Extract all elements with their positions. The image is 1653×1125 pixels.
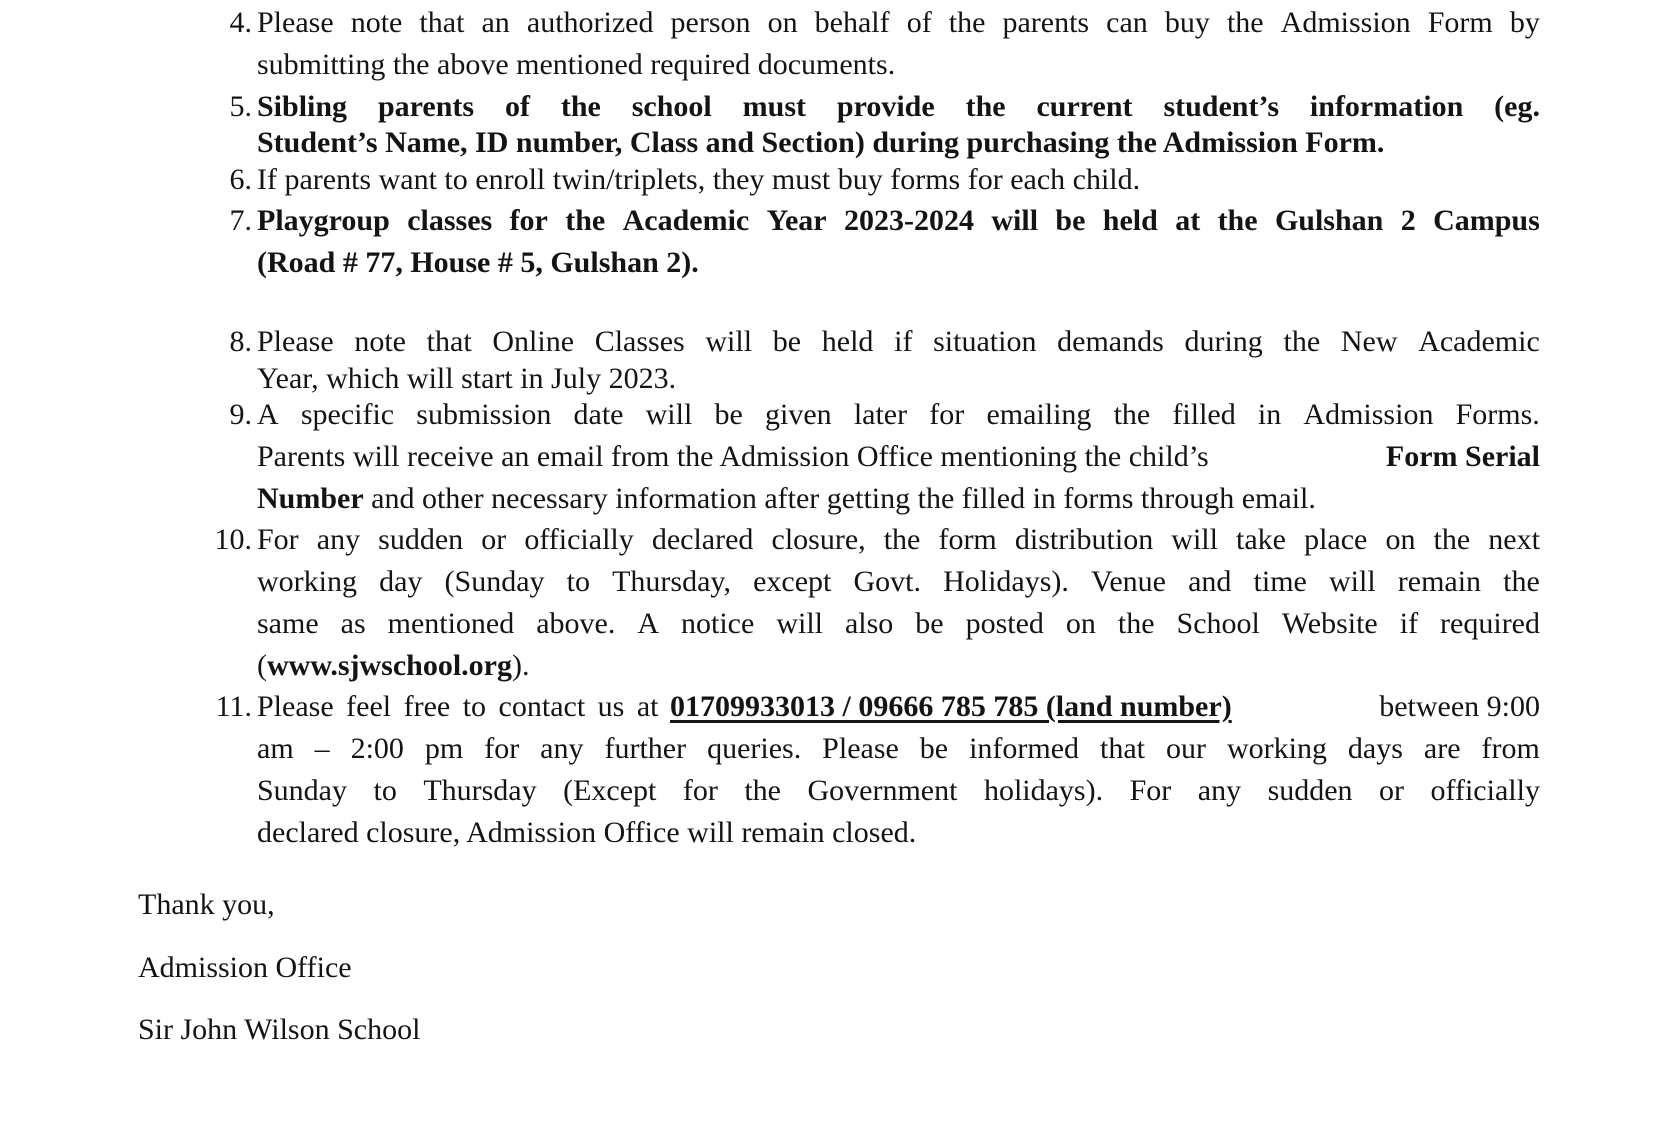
item-line [257, 690, 1540, 724]
word: be [919, 732, 949, 765]
word: be [915, 607, 944, 640]
word: be [1055, 204, 1086, 237]
item-line [257, 398, 1540, 432]
word: also [844, 607, 894, 640]
word: mentioned [387, 607, 515, 640]
word: Campus [1433, 204, 1540, 237]
word: Playgroup [257, 204, 390, 237]
item-number: 7. [229, 204, 252, 237]
word: 2:00 [350, 732, 404, 765]
word: as [340, 607, 366, 640]
word: except [753, 565, 832, 598]
word: A [257, 398, 279, 431]
word: for [509, 204, 548, 237]
word: the [1283, 325, 1321, 358]
word: remain [1397, 565, 1482, 598]
word: the [560, 90, 601, 123]
item-line [257, 204, 1540, 238]
word: time [1253, 565, 1307, 598]
word: For [257, 523, 299, 556]
word: any [316, 523, 361, 556]
word: am [257, 732, 294, 765]
word: posted [965, 607, 1044, 640]
word: classes [407, 204, 493, 237]
word: on [767, 6, 798, 39]
word: must [742, 90, 806, 123]
item-line-segment: and other necessary information after getting the filled in forms through email. [371, 482, 1316, 515]
contact-phone-numbers[interactable]: 01709933013 / 09666 785 785 (land number) [669, 690, 1232, 723]
word: note [350, 6, 403, 39]
word: be [714, 398, 743, 431]
word: sudden [1267, 774, 1353, 807]
word: Thursday, [612, 565, 731, 598]
word: filled [1172, 398, 1236, 431]
word: 2 [1400, 204, 1416, 237]
word: – [314, 732, 330, 765]
item-number: 6. [229, 163, 252, 196]
word: Venue [1091, 565, 1166, 598]
word: the [565, 204, 606, 237]
word: Forms. [1455, 398, 1540, 431]
item-line [257, 325, 1540, 359]
word: the [1226, 6, 1264, 39]
word: school [631, 90, 712, 123]
item-line [257, 6, 1540, 40]
word: will [991, 204, 1039, 237]
word: in [1257, 398, 1282, 431]
word: demands [1057, 325, 1164, 358]
word: on [1065, 607, 1096, 640]
word: authorized [526, 6, 654, 39]
word: can [1106, 6, 1148, 39]
word: for [484, 732, 520, 765]
word: A [637, 607, 660, 640]
word: on [1385, 523, 1416, 556]
word: behalf [814, 6, 890, 39]
word: Sibling [257, 90, 348, 123]
number-emphasis: Number [257, 482, 364, 515]
word: (Except [563, 774, 657, 807]
word: officially [524, 523, 634, 556]
word: and [1188, 565, 1232, 598]
word: holidays). [983, 774, 1104, 807]
word: to [373, 774, 397, 807]
item-number: 10. [214, 523, 252, 556]
item-line [257, 649, 530, 683]
word: the [1433, 523, 1471, 556]
item-line [257, 774, 1540, 808]
word: the [1217, 204, 1258, 237]
word: will [705, 325, 753, 358]
word: same [257, 607, 319, 640]
word: distribution [1014, 523, 1154, 556]
item-line [257, 607, 1540, 641]
word: will [776, 607, 823, 640]
word: that [1100, 732, 1146, 765]
closing-school-name: Sir John Wilson School [138, 1013, 421, 1046]
word: place [1304, 523, 1368, 556]
word: Please [257, 325, 334, 358]
word: of [504, 90, 530, 123]
word: by [1509, 6, 1540, 39]
word: emailing [986, 398, 1092, 431]
closing-thanks: Thank you, [138, 888, 275, 921]
word: current [1036, 90, 1133, 123]
word: 2023-2024 [843, 204, 974, 237]
form-serial-emphasis: Form Serial [1385, 440, 1540, 473]
word: that [419, 6, 465, 39]
word: if [1399, 607, 1419, 640]
item-line: Year, which will start in July 2023. [257, 362, 677, 395]
word: Sunday [257, 774, 347, 807]
word: Form [1427, 6, 1493, 39]
word: note [354, 325, 406, 358]
word: will [645, 398, 693, 431]
word: day [379, 565, 423, 598]
word: Govt. [853, 565, 921, 598]
word: situation [933, 325, 1037, 358]
word: closure, [771, 523, 866, 556]
item-line [257, 523, 1540, 557]
word: submission [416, 398, 552, 431]
word: working [1226, 732, 1327, 765]
word: For [1129, 774, 1172, 807]
word: later [853, 398, 908, 431]
word: date [573, 398, 624, 431]
word: for [929, 398, 965, 431]
word: informed [969, 732, 1080, 765]
school-website-link[interactable]: www.sjwschool.org [267, 649, 512, 682]
word: the [883, 523, 921, 556]
word: Academic [622, 204, 750, 237]
word: any [540, 732, 584, 765]
item-line: Student’s Name, ID number, Class and Section) during purchasing the Admission Form. [257, 126, 1385, 159]
word: buy [1164, 6, 1210, 39]
word: the [1113, 398, 1151, 431]
word: the [948, 6, 986, 39]
word: any [1197, 774, 1242, 807]
item-number: 8. [229, 325, 252, 358]
word: queries. [707, 732, 802, 765]
word: if [894, 325, 913, 358]
item-line: declared closure, Admission Office will remain closed. [257, 816, 917, 849]
item-line [257, 565, 1540, 599]
word: Government [807, 774, 958, 807]
word: Academic [1418, 325, 1540, 358]
word: Gulshan [1274, 204, 1384, 237]
word: during [1184, 325, 1263, 358]
word: parents [1002, 6, 1090, 39]
word: be [772, 325, 802, 358]
word: person [670, 6, 751, 39]
word: that [426, 325, 472, 358]
word: at [1175, 204, 1201, 237]
item-number: 4. [229, 6, 252, 39]
item-number: 5. [229, 90, 252, 123]
word: of [906, 6, 932, 39]
word: further [604, 732, 687, 765]
paren-close: ). [512, 649, 530, 682]
word: declared [651, 523, 754, 556]
word: or [1379, 774, 1405, 807]
word: are [1423, 732, 1461, 765]
item-number: 11. [215, 690, 252, 723]
word: Holidays). [943, 565, 1069, 598]
item-line-segment: Parents will receive an email from the Admission Office mentioning the child’s [257, 440, 1209, 473]
item-line: If parents want to enroll twin/triplets, they must buy forms for each child. [257, 163, 1141, 196]
word: specific [300, 398, 395, 431]
word: Website [1281, 607, 1378, 640]
word: parents [377, 90, 475, 123]
word: the [965, 90, 1006, 123]
word: School [1176, 607, 1260, 640]
word: our [1165, 732, 1206, 765]
word: from [1481, 732, 1540, 765]
word: Classes [594, 325, 685, 358]
word: officially [1430, 774, 1540, 807]
word: to [566, 565, 590, 598]
word: Please [257, 6, 334, 39]
word: the [1503, 565, 1540, 598]
word: or [481, 523, 507, 556]
word: held [1102, 204, 1158, 237]
item-line [257, 90, 1540, 124]
word: (Sunday [444, 565, 545, 598]
word: New [1340, 325, 1398, 358]
paren-open: ( [257, 649, 267, 682]
word: provide [836, 90, 935, 123]
word: next [1488, 523, 1540, 556]
word: working [257, 565, 357, 598]
item-line [257, 732, 1540, 766]
word: the [744, 774, 781, 807]
word: held [821, 325, 874, 358]
word: Online [492, 325, 575, 358]
word: required [1440, 607, 1540, 640]
word: notice [681, 607, 755, 640]
closing-office: Admission Office [138, 951, 352, 984]
word: Year [766, 204, 827, 237]
item-line [257, 440, 1540, 474]
word: Admission [1303, 398, 1434, 431]
item-line: (Road # 77, House # 5, Gulshan 2). [257, 246, 699, 279]
word: student’s [1163, 90, 1280, 123]
word: pm [424, 732, 464, 765]
word: the [1117, 607, 1155, 640]
word: will [1328, 565, 1376, 598]
item-number: 9. [229, 398, 252, 431]
word: sudden [378, 523, 464, 556]
word: Thursday [423, 774, 537, 807]
word: take [1236, 523, 1286, 556]
word: an [481, 6, 510, 39]
word: information [1309, 90, 1464, 123]
item-line: submitting the above mentioned required documents. [257, 48, 896, 81]
word: for [682, 774, 718, 807]
item-line-segment: between 9:00 [1379, 690, 1540, 723]
word: given [764, 398, 832, 431]
word: Admission [1280, 6, 1411, 39]
word: Please [822, 732, 899, 765]
item-line-segment: Please feel free to contact us at [257, 690, 659, 723]
word: (eg. [1494, 90, 1540, 123]
word: days [1347, 732, 1403, 765]
word: form [938, 523, 997, 556]
word: above. [536, 607, 616, 640]
item-line [257, 482, 1316, 516]
word: will [1171, 523, 1218, 556]
